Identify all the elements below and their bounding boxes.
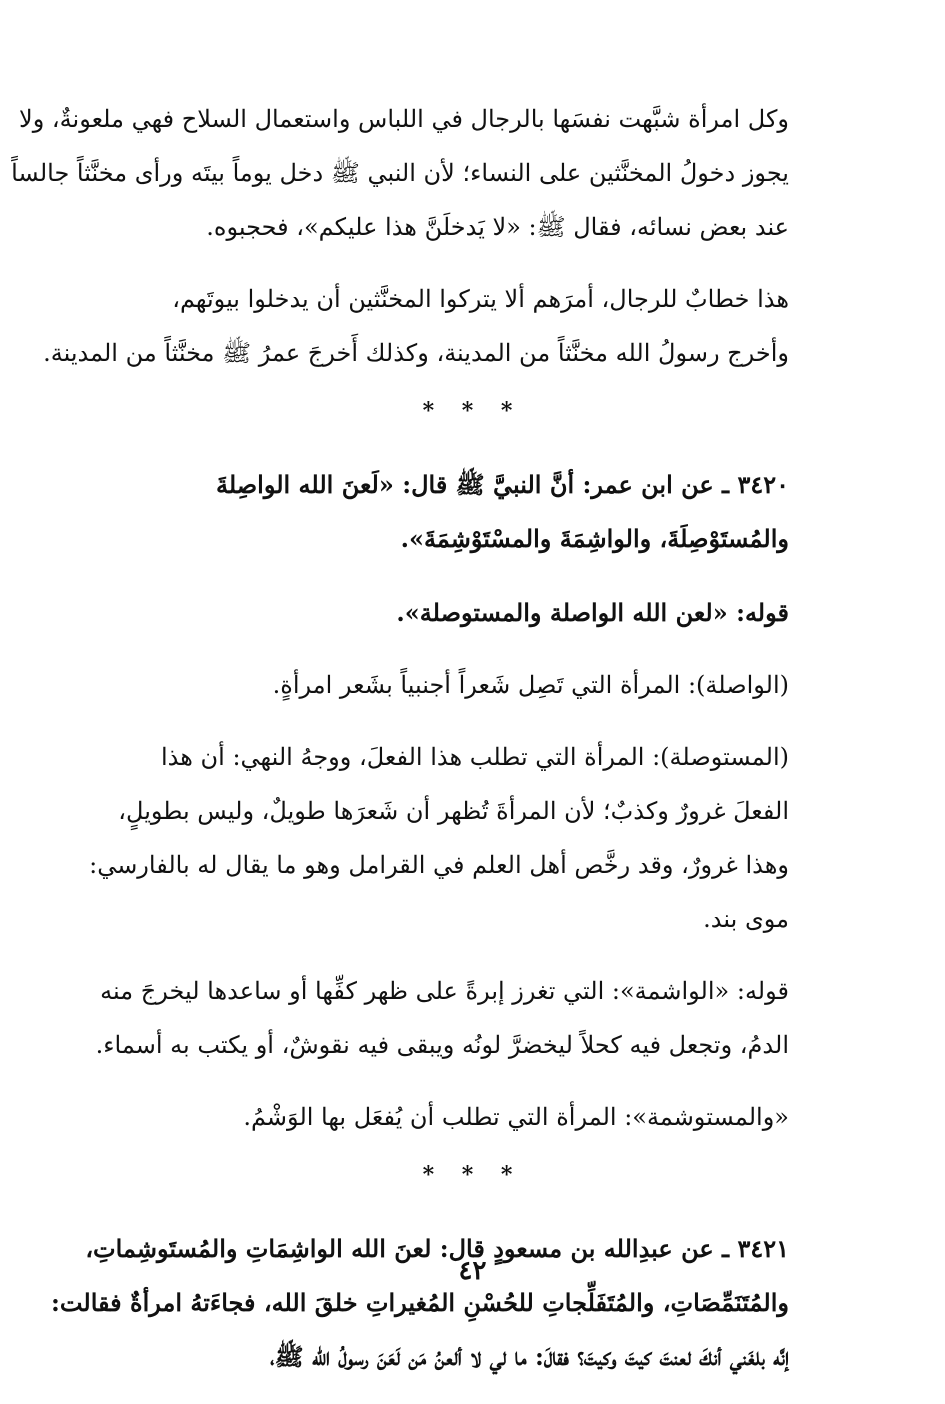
- page-number: ٤٢: [458, 1256, 487, 1286]
- text-line: يجوز دخولُ المخنَّثين على النساء؛ لأن النبي ﷺ دخل يوماً بيتَه ورأى مخنَّثاً جالساً: [11, 159, 789, 187]
- text-line: وكل امرأة شبَّهت نفسَها بالرجال في اللباس واستعمال السلاح فهي ملعونةٌ، ولا: [19, 105, 789, 133]
- text-line: عند بعض نسائه، فقال ﷺ: «لا يَدخلَنَّ هذا عليكم»، فحجبوه.: [206, 213, 789, 241]
- text-line: هذا خطابٌ للرجال، أمرَهم ألا يتركوا المخنَّثين أن يدخلوا بيوتَهم،: [172, 285, 789, 313]
- section-separator: * * *: [422, 1162, 523, 1188]
- hadith-line: ٣٤٢١ ـ عن عبدِالله بن مسعودٍ قال: لعنَ الله الواشِمَاتِ والمُستَوشِماتِ،: [85, 1234, 789, 1263]
- text-line: (الواصلة): المرأة التي تَصِل شَعراً أجنبياً بشَعر امرأةٍ.: [272, 671, 789, 699]
- commentary-mustawshima: [112, 1090, 833, 1144]
- page-body: [11, 92, 833, 1404]
- hadith-3420: [112, 458, 833, 566]
- paragraph-address-to-men: [43, 272, 833, 380]
- text-line: وأخرج رسولُ الله مخنَّثاً من المدينة، وكذلك أَخرجَ عمرُ ﷺ مخنَّثاً من المدينة.: [43, 339, 789, 367]
- section-separator: * * *: [422, 398, 523, 424]
- text-line: (المستوصلة): المرأة التي تطلب هذا الفعلَ، ووجهُ النهي: أن هذا: [160, 743, 789, 771]
- paragraph-women-imitating-men: [11, 92, 833, 254]
- text-line: الفعلَ غرورٌ وكذبٌ؛ لأن المرأةَ تُظهر أن شَعرَها طويلٌ، وليس بطويلٍ،: [118, 797, 789, 825]
- text-line: الدمُ، وتجعل فيه كحلاً ليخضرَّ لونُه ويبقى فيه نقوشٌ، أو يكتب به أسماء.: [95, 1031, 789, 1059]
- text-line: قوله: «لعن الله الواصلة والمستوصلة».: [396, 598, 789, 627]
- text-line: موى بند.: [703, 905, 789, 933]
- hadith-line: إنَّه بلغَني أنكَ لعنتَ كيتَ وكيتَ؟ فقالَ: ما لي لا ألعنُ مَن لَعَنَ رسولُ الله ﷺ،: [270, 1342, 789, 1371]
- commentary-wasila-heading: [112, 586, 833, 640]
- text-line: قوله: «الواشمة»: التي تغرز إبرةً على ظهر كفِّها أو ساعدها ليخرجَ منه: [100, 977, 789, 1005]
- commentary-mustawsila: [89, 730, 833, 946]
- hadith-line: والمُتَنَمِّصَاتِ، والمُتَفَلِّجاتِ للحُسْنِ المُغيراتِ خلقَ الله، فجاءَتهُ امرأةٌ فقالت:: [50, 1288, 789, 1317]
- hadith-line: والمُستَوْصِلَةَ، والواشِمَةَ والمسْتَوْشِمَةَ».: [400, 524, 789, 553]
- hadith-3421: [50, 1222, 833, 1384]
- hadith-line: ٣٤٢٠ ـ عن ابن عمر: أنَّ النبيَّ ﷺ قال: «لَعنَ الله الواصِلةَ: [215, 470, 789, 499]
- commentary-wasila: [112, 658, 833, 712]
- commentary-washima: [95, 964, 833, 1072]
- text-line: وهذا غرورٌ، وقد رخَّص أهل العلم في القرامل وهو ما يقال له بالفارسي:: [89, 851, 789, 879]
- text-line: «والمستوشمة»: المرأة التي تطلب أن يُفعَل بها الوَشْمُ.: [243, 1103, 789, 1131]
